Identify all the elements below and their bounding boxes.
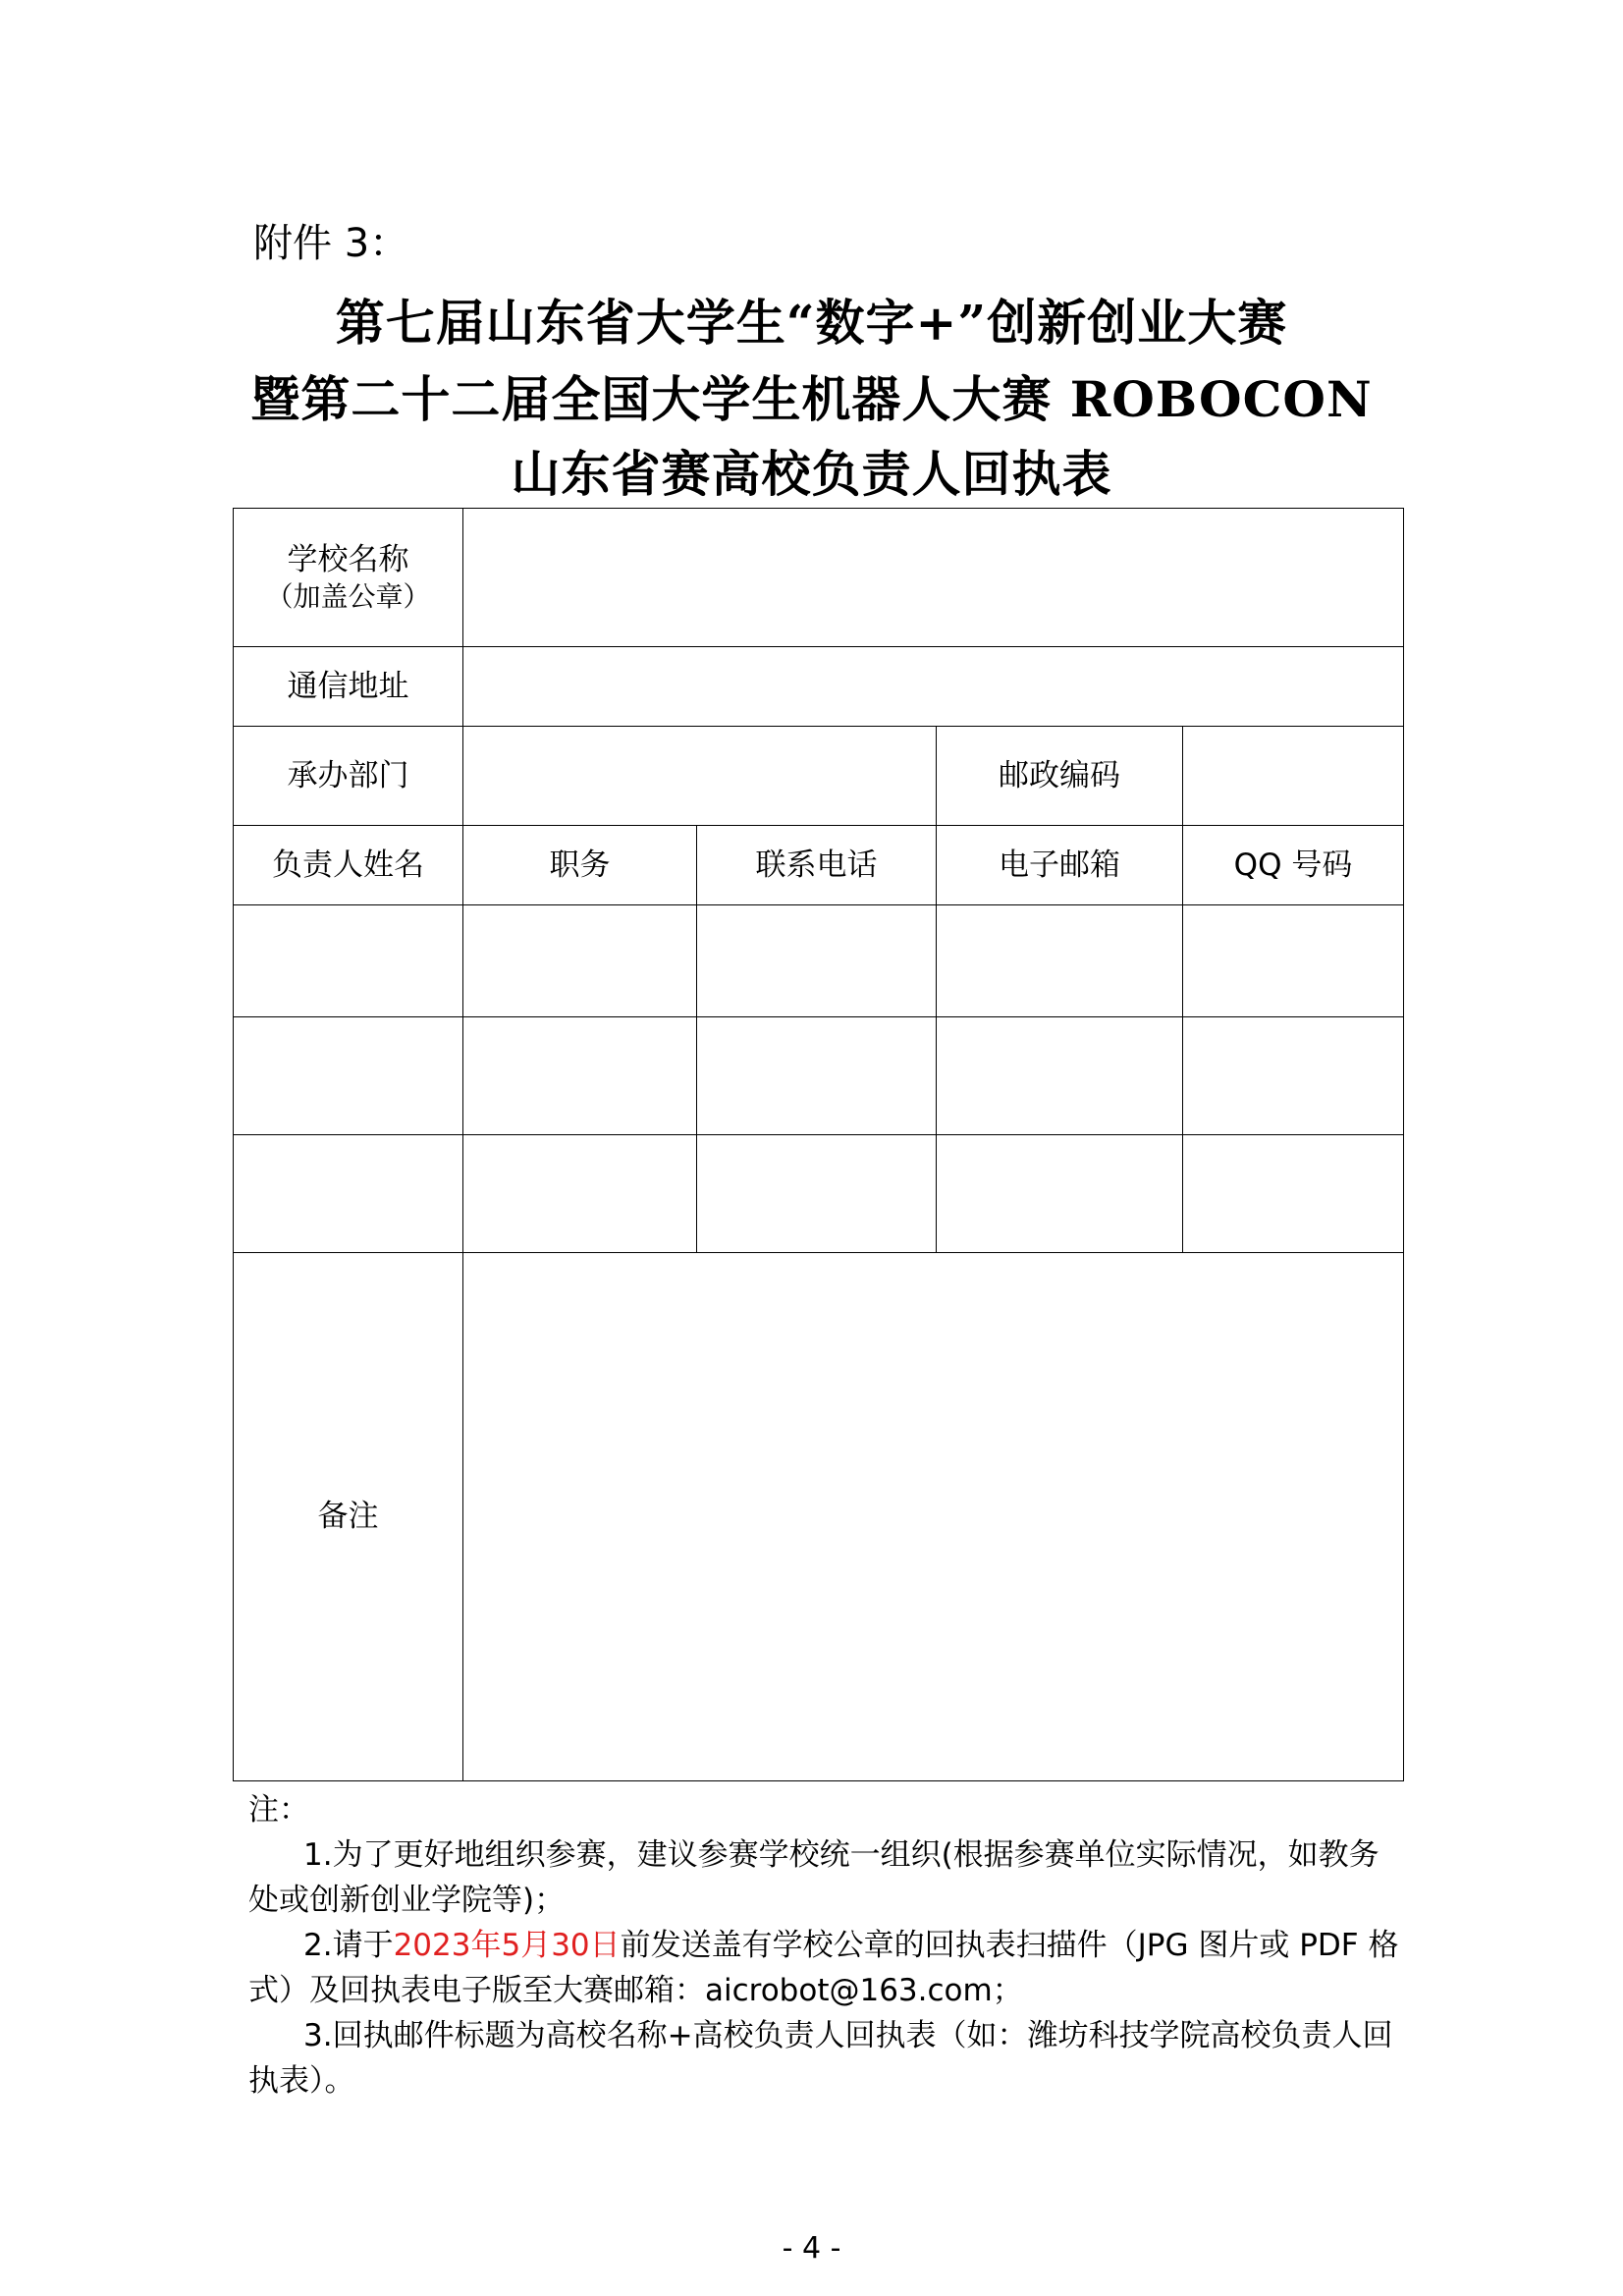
remarks-field[interactable] xyxy=(463,1253,1404,1781)
contact-phone-cell[interactable] xyxy=(697,905,937,1017)
department-label: 承办部门 xyxy=(234,727,463,826)
note-item-1: 1.为了更好地组织参赛，建议参赛学校统一组织(根据参赛单位实际情况，如教务处或创新创业学院等)； xyxy=(248,1837,1380,1918)
contact-row xyxy=(234,905,1404,1017)
column-header-name: 负责人姓名 xyxy=(234,826,463,905)
title-line-1: 第七届山东省大学生“数字+”创新创业大赛 xyxy=(335,294,1288,352)
column-header-phone: 联系电话 xyxy=(697,826,937,905)
contact-name-cell[interactable] xyxy=(234,1135,463,1253)
contact-phone-cell[interactable] xyxy=(697,1135,937,1253)
contact-qq-cell[interactable] xyxy=(1183,1135,1404,1253)
column-header-email: 电子邮箱 xyxy=(937,826,1183,905)
school-name-field[interactable] xyxy=(463,509,1404,647)
school-name-label: 学校名称 xyxy=(287,541,409,577)
address-row xyxy=(234,647,1404,727)
note-item-2-prefix: 2.请于 xyxy=(303,1928,394,1963)
title-line-2: 暨第二十二届全国大学生机器人大赛 ROBOCON xyxy=(250,370,1373,428)
remarks-label: 备注 xyxy=(234,1253,463,1781)
contact-name-cell[interactable] xyxy=(234,1017,463,1135)
attachment-label: 附件 3： xyxy=(253,221,409,266)
note-item-2-suffix: 前发送盖有学校公章的回执表扫描件（JPG 图片或 PDF 格式）及回执表电子版至大赛邮箱：aicrobot@163.com； xyxy=(248,1928,1399,2008)
notes-heading: 注： xyxy=(248,1792,309,1828)
column-header-qq: QQ 号码 xyxy=(1183,826,1404,905)
department-row xyxy=(234,727,1404,826)
notes-section xyxy=(248,1787,1407,2104)
contact-email-cell[interactable] xyxy=(937,1135,1183,1253)
contact-qq-cell[interactable] xyxy=(1183,1017,1404,1135)
contact-phone-cell[interactable] xyxy=(697,1017,937,1135)
department-field[interactable] xyxy=(463,727,937,826)
contact-email-cell[interactable] xyxy=(937,905,1183,1017)
contact-name-cell[interactable] xyxy=(234,905,463,1017)
address-field[interactable] xyxy=(463,647,1404,727)
school-name-sub-label: （加盖公章） xyxy=(265,579,431,613)
page-number: - 4 - xyxy=(782,2231,841,2266)
receipt-form-table xyxy=(233,508,1404,1781)
address-label: 通信地址 xyxy=(234,647,463,727)
contact-position-cell[interactable] xyxy=(463,905,697,1017)
school-name-row xyxy=(234,509,1404,647)
contact-header-row xyxy=(234,826,1404,905)
contact-position-cell[interactable] xyxy=(463,1135,697,1253)
contact-row xyxy=(234,1135,1404,1253)
title-line-3: 山东省赛高校负责人回执表 xyxy=(511,445,1112,503)
contact-qq-cell[interactable] xyxy=(1183,905,1404,1017)
postcode-field[interactable] xyxy=(1183,727,1404,826)
school-name-label-cell xyxy=(234,509,463,647)
remarks-row xyxy=(234,1253,1404,1781)
contact-position-cell[interactable] xyxy=(463,1017,697,1135)
contact-email-cell[interactable] xyxy=(937,1017,1183,1135)
note-item-3: 3.回执邮件标题为高校名称+高校负责人回执表（如：潍坊科技学院高校负责人回执表）。 xyxy=(248,2018,1393,2099)
deadline-date: 2023年5月30日 xyxy=(393,1928,621,1963)
column-header-position: 职务 xyxy=(463,826,697,905)
contact-row xyxy=(234,1017,1404,1135)
postcode-label: 邮政编码 xyxy=(937,727,1183,826)
note-item-2 xyxy=(248,1923,1407,2013)
